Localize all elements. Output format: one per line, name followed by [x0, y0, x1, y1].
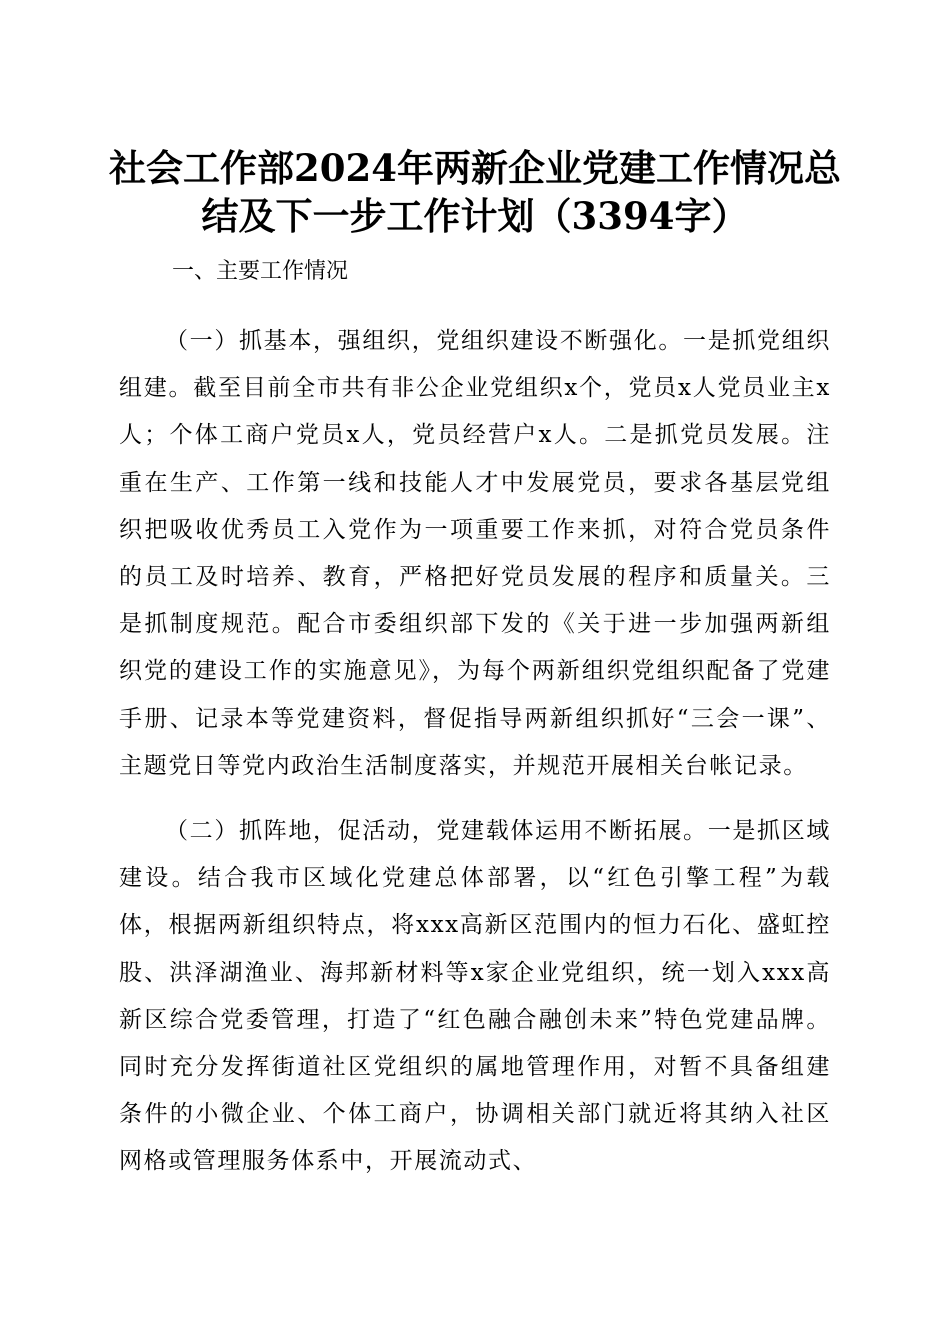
paragraph-2: （二）抓阵地，促活动，党建载体运用不断拓展。一是抓区域建设。结合我市区域化党建总体部署，以“红色引擎工程”为载体，根据两新组织特点，将xxx高新区范围内的恒力石化、盛虹控股、洪泽湖渔业、海邦新材料等x家企业党组织，统一划入xxx高新区综合党委管理，打造了“红色融合融创未来”特色党建品牌。同时充分发挥街道社区党组织的属地管理作用，对暂不具备组建条件的小微企业、个体工商户，协调相关部门就近将其纳入社区网格或管理服务体系中，开展流动式、: [119, 818, 831, 1175]
section-heading: 一、主要工作情况: [172, 259, 349, 284]
paragraph-1: （一）抓基本，强组织，党组织建设不断强化。一是抓党组织组建。截至目前全市共有非公企业党组织x个，党员x人党员业主x人；个体工商户党员x人，党员经营户x人。二是抓党员发展。注重在生产、工作第一线和技能人才中发展党员，要求各基层党组织把吸收优秀员工入党作为一项重要工作来抓，对符合党员条件的员工及时培养、教育，严格把好党员发展的程序和质量关。三是抓制度规范。配合市委组织部下发的《关于进一步加强两新组织党的建设工作的实施意见》，为每个两新组织党组织配备了党建手册、记录本等党建资料，督促指导两新组织抓好“三会一课”、主题党日等党内政治生活制度落实，并规范开展相关台帐记录。: [119, 328, 831, 779]
document-title-line-2: 结及下一步工作计划（3394字）: [201, 194, 749, 238]
document-title-line-1: 社会工作部2024年两新企业党建工作情况总: [109, 146, 841, 190]
